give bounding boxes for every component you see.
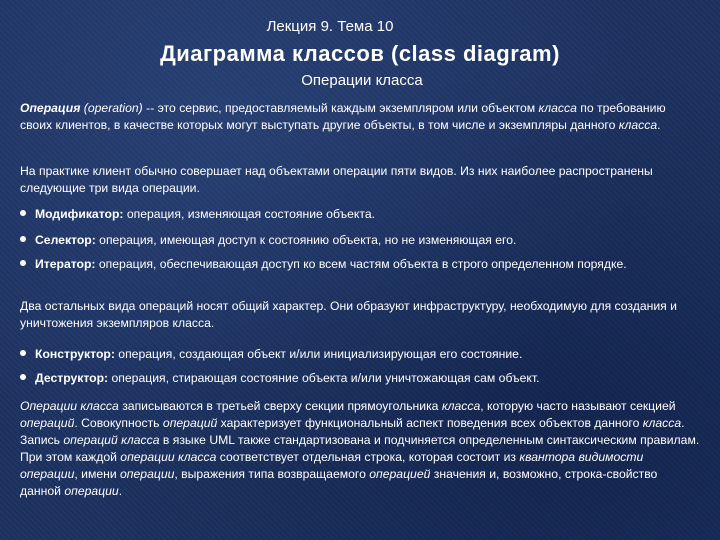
list-item-modifier [20, 206, 700, 223]
text-fragment: . [118, 484, 123, 498]
text-fragment: -- это сервис, предоставляемый каждым экземпляром или объектом [142, 101, 539, 115]
bullet-icon [20, 350, 26, 356]
text-fragment: по требованию своих клиентов, в качестве которых могут выступать другие объекты, в том числе и экземпляры данного [20, 101, 666, 132]
bullet-term: Селектор: [35, 233, 96, 247]
list-item-destructor [20, 370, 700, 387]
bullet-icon [20, 236, 26, 242]
term-fragment: операций [20, 416, 75, 430]
term-fragment: операцией [369, 467, 431, 481]
term-class: класса [618, 118, 658, 132]
text-fragment: в языке UML также стандартизована и подчиняется определенным синтаксическим правилам. При этом каждой [20, 433, 700, 464]
list-item-selector [20, 232, 700, 249]
term-fragment: квантора видимости операции [20, 450, 644, 481]
text-fragment: , выражения типа возвращаемого [174, 467, 370, 481]
bullet-text: операция, стирающая состояние объекта и/или уничтожающая сам объект. [108, 371, 540, 385]
slide-title: Диаграмма классов (class diagram) [160, 41, 560, 66]
bullet-text: операция, создающая объект и/или инициализирующая его состояние. [114, 347, 523, 361]
term-fragment: операций класса [63, 433, 160, 447]
bullet-term: Модификатор: [35, 207, 124, 221]
text-fragment: соответствует отдельная строка, которая состоит из [216, 450, 520, 464]
text-fragment: . [657, 118, 661, 132]
term-fragment: операций [162, 416, 218, 430]
paragraph-class-operations [20, 398, 700, 500]
bullet-text: операция, обеспечивающая доступ ко всем частям объекта в строго определенном порядке. [95, 257, 627, 271]
bullet-text: операция, изменяющая состояние объекта. [123, 207, 375, 221]
text-fragment: . Запись [20, 416, 685, 447]
text-fragment: . Совокупность [74, 416, 163, 430]
bullet-term: Конструктор: [35, 347, 115, 361]
paragraph-other-kinds: Два остальных вида операций носят общий характер. Они образуют инфраструктуру, необходимую для создания и уничтожения экземпляров класса. [20, 299, 677, 330]
subtitle-text: Операции класса [301, 72, 423, 89]
text-fragment: , которую часто называют секцией [480, 399, 676, 413]
term-fragment: операции класса [120, 450, 217, 464]
list-item-iterator [20, 256, 680, 273]
bullet-term: Деструктор: [35, 371, 109, 385]
bullet-text: операция, имеющая доступ к состоянию объекта, но не изменяющая его. [95, 233, 517, 247]
term-operation-en: (operation) [80, 101, 143, 115]
term-fragment: класса [642, 416, 682, 430]
bullet-icon [20, 374, 26, 380]
term-operation: Операция [20, 101, 81, 115]
slide-subtitle [0, 72, 720, 89]
text-fragment: записываются в третьей сверху секции прямоугольника [118, 399, 442, 413]
lecture-label: Лекция 9. Тема 10 [266, 18, 394, 35]
term-fragment: Операции класса [20, 399, 119, 413]
bullet-icon [20, 260, 26, 266]
term-fragment: операции [64, 484, 119, 498]
term-fragment: класса [441, 399, 481, 413]
paragraph-five-kinds: На практике клиент обычно совершает над объектами операции пяти видов. Из них наиболее распространены следующие три вида операции. [20, 164, 653, 195]
text-fragment: характеризует функциональный аспект поведения всех объектов данного [217, 416, 643, 430]
list-item-constructor [20, 346, 700, 363]
bullet-icon [20, 210, 26, 216]
text-fragment: , имени [74, 467, 121, 481]
term-class: класса [538, 101, 577, 115]
bullet-term: Итератор: [35, 257, 96, 271]
term-fragment: операции [120, 467, 175, 481]
paragraph-operation-definition [20, 100, 700, 134]
text-fragment: значения и, возможно, строка-свойство данной [20, 467, 658, 498]
